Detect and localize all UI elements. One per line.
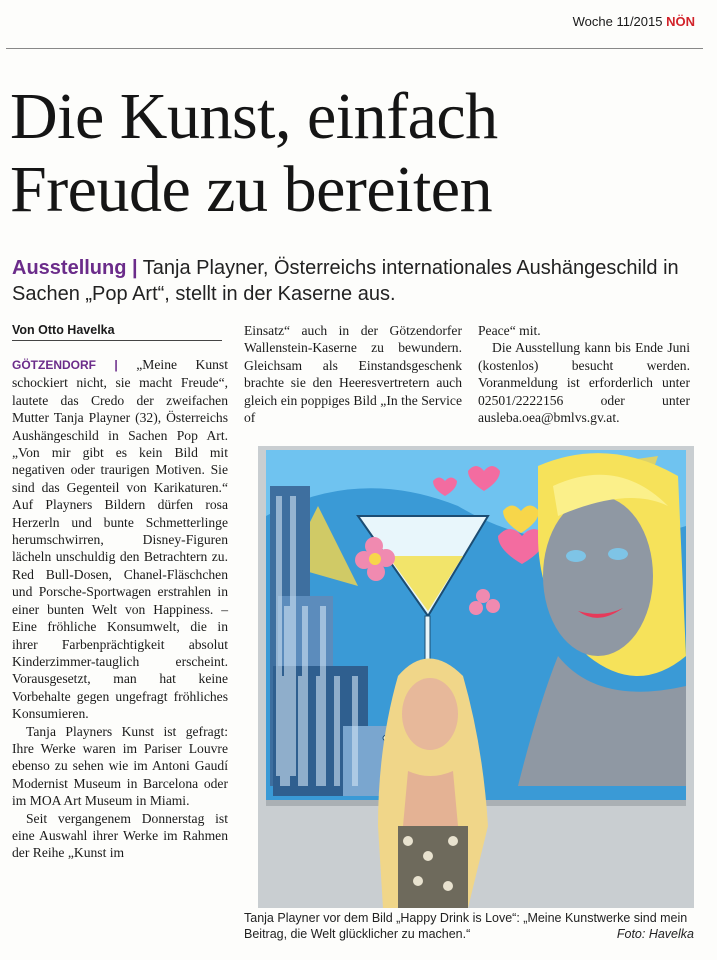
paragraph-1	[12, 356, 228, 723]
pop-art-painting-illustration	[258, 446, 694, 908]
caption-text: Tanja Playner vor dem Bild „Happy Drink is Love“: „Meine Kunstwerke sind mein Beitrag, die Welt glücklicher zu machen.“	[244, 911, 688, 941]
byline: Von Otto Havelka	[12, 323, 222, 341]
header-rule	[6, 48, 703, 49]
headline-line-2: Freude zu bereiten	[10, 153, 493, 226]
lead-paragraph	[12, 255, 712, 307]
paragraph-2: Tanja Playners Kunst ist gefragt: Ihre Werke waren im Pariser Louvre ebenso zu sehen wie im Antoni Gaudí Modernist Museum in Barcelona oder im MOA Art Museum in Miami.	[12, 723, 228, 809]
paragraph-4: Die Ausstellung kann bis Ende Juni (kostenlos) besucht werden. Voranmeldung ist erforderlich unter 02501/2222156 oder unter ausleba.oea@bmlvs.gv.at.	[478, 340, 690, 426]
column-2	[244, 322, 462, 426]
headline	[10, 80, 710, 226]
article-photo	[258, 446, 694, 908]
paragraph-3-continued: Einsatz“ auch in der Götzendorfer Wallenstein-Kaserne zu bewundern. Gleichsam als Einstandsgeschenk brachte sie den Heeresvertretern auch gleich ein poppiges Bild „In the Service of	[244, 323, 462, 426]
paragraph-3-end: Peace“ mit.	[478, 323, 541, 338]
photo-credit: Foto: Havelka	[616, 927, 694, 941]
page-header	[573, 14, 695, 29]
column-3	[478, 322, 690, 426]
brand-logo: NÖN	[666, 14, 695, 29]
lead-text: Tanja Playner, Österreichs internationales Aushängeschild in Sachen „Pop Art“, stellt in der Kaserne aus.	[12, 257, 679, 305]
lead-kicker: Ausstellung |	[12, 257, 138, 279]
column-1	[12, 356, 228, 862]
paragraph-1-text: „Meine Kunst schockiert nicht, sie macht Freude“, lautete das Credo der zweifachen Mutter Tanja Playner (32), Österreichs Aushängeschild in Sachen Pop Art. „Von mir gibt es kein Bild mit negativen oder traurigen Motiven. Sie sind das Gegenteil von Karikaturen.“ Auf Playners Bildern dürfen rosa Herzerln und bunte Schmetterlinge herumschwirren, Disney-Figuren lächeln unschuldig den Betrachtern zu. Red Bull-Dosen, Chanel-Fläschchen und Porsche-Sportwagen erstrahlen in einer bunten Welt von Happiness. – Eine fröhliche Konsumwelt, die in ihrer Farbenprächtigkeit absolut Kinderzimmer-tauglich erscheint. Vorausgesetzt, man hat keine Vorbehalte gegen ungefragt fröhliches Konsumieren.	[12, 357, 228, 722]
headline-line-1: Die Kunst, einfach	[10, 80, 498, 153]
dateline: GÖTZENDORF |	[12, 358, 118, 372]
issue-label: Woche 11/2015	[572, 14, 663, 29]
photo-caption	[244, 910, 694, 942]
paragraph-3: Seit vergangenem Donnerstag ist eine Auswahl ihrer Werke im Rahmen der Reihe „Kunst im	[12, 810, 228, 861]
